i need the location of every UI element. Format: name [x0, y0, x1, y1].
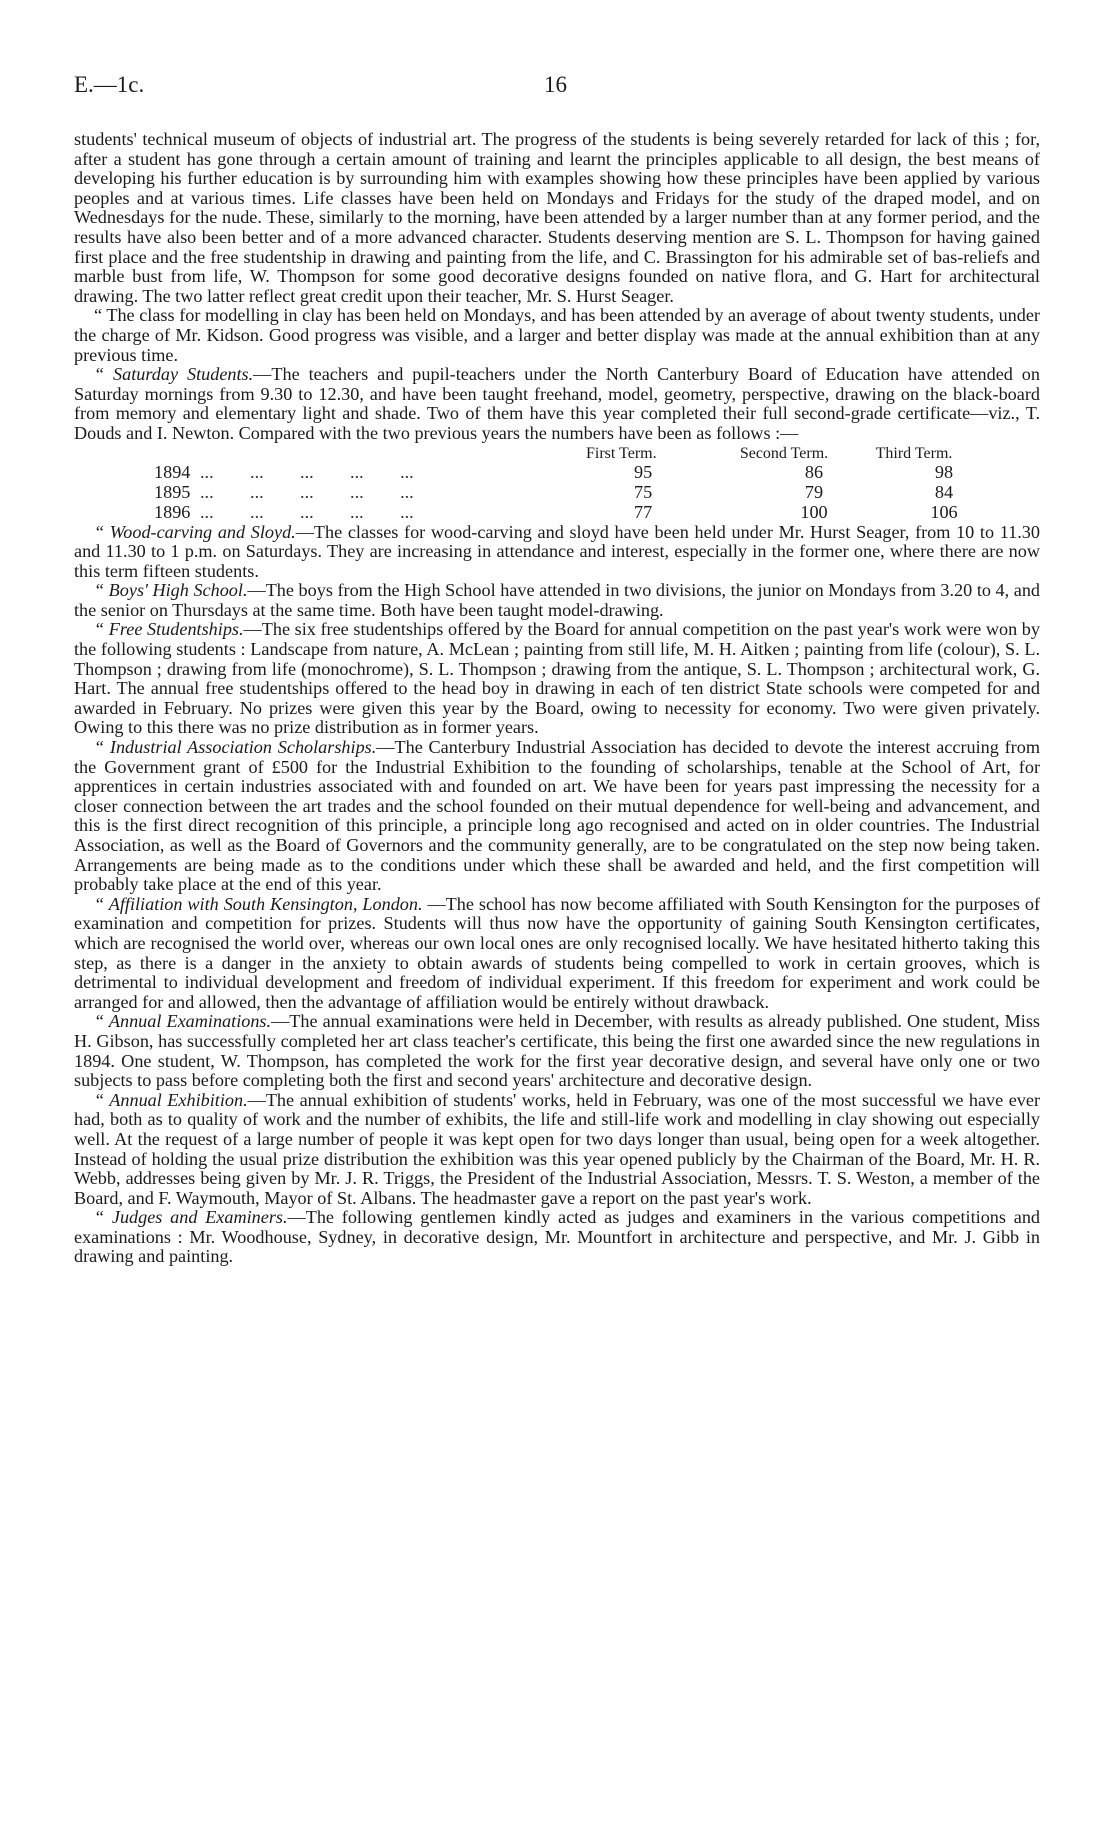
leader-dots: ... ... ... ... ...	[200, 461, 414, 482]
paragraph-boys-high-school	[74, 581, 1040, 620]
document-reference: E.—1c.	[74, 72, 145, 97]
paragraph-heading: “ Judges and Examiners.	[94, 1207, 288, 1228]
paragraph-text: —The following gentlemen kindly acted as judges and examiners in the various competitions and examinations : Mr. Woodhouse, Sydney, in decorative design, Mr. Mountfort in architecture and perspective, and Mr. J. Gibb in drawing and painting.	[74, 1207, 1041, 1267]
table-header-row	[74, 444, 1040, 463]
cell-third-term: 106	[930, 501, 958, 522]
paragraph-text: —The Canterbury Industrial Association has decided to devote the interest accruing from the Government grant of £500 for the Industrial Exhibition to the founding of scholarships, tenable at the School of Art, for apprentices in certain industries associated with and founded on art. We have been for years past impressing the necessity for a closer connection between the art trades and the school founded on their mutual dependence for well-being and advancement, and this is the first direct recognition of this principle, a principle long ago recognised and acted on in older countries. The Industrial Association, as well as the Board of Governors and the community generally, are to be congratulated on the step now being taken. Arrangements are being made as to the conditions under which these shall be awarded and held, and the first competition will probably take place at the end of this year.	[74, 737, 1040, 895]
cell-first-term: 95	[634, 461, 653, 482]
cell-first-term: 75	[634, 481, 653, 502]
row-year: 1894	[154, 461, 191, 482]
row-year: 1895	[154, 481, 191, 502]
document-page	[74, 72, 1041, 1267]
paragraph-text: —The teachers and pupil-teachers under the North Canterbury Board of Education have attended on Saturday mornings from 9.30 to 12.30, and have been taught freehand, model, geometry, perspective, drawing on the black-board from memory and elementary light and shade. Two of them have this year completed their full second-grade certificate—viz., T. Douds and I. Newton. Compared with the two previous years the numbers have been as follows :—	[74, 364, 1040, 443]
table-row	[74, 483, 1040, 503]
table-row	[74, 503, 1040, 523]
cell-third-term: 98	[934, 461, 954, 482]
paragraph-text: —The school has now become affiliated with South Kensington for the purposes of examination and competition for prizes. Students will thus now have the opportunity of gaining South Kensington certificates, which are recognised the world over, whereas our own local ones are only recognised locally. We have hesitated hitherto taking this step, as there is a danger in the anxiety to obtain awards of students being compelled to work in certain grooves, which is detrimental to individual development and freedom of individual experiment. If this freedom for experiment and work could be arranged for and allowed, then the advantage of affiliation would be entirely without drawback.	[74, 893, 1040, 1012]
paragraph-heading: “ Saturday Students.	[94, 364, 254, 385]
paragraph-annual-exhibition	[74, 1091, 1040, 1209]
paragraph-text: —The six free studentships offered by the Board for annual competition on the past year's work were won by the following students : Landscape from nature, A. McLean ; painting from still life, M. H. Aitken ; painting from life (colour), S. L. Thompson ; drawing from life (monochrome), S. L. Thompson ; drawing from the antique, S. L. Thompson ; architectural work, G. Hart. The annual free studentships offered to the head boy in drawing in each of ten district State schools were competed for and awarded in February. No prizes were given this year by the Board, owing to necessity for economy. Two were given privately. Owing to this there was no prize distribution as in former years.	[74, 619, 1040, 738]
paragraph-heading: “ Annual Exhibition.	[94, 1089, 248, 1110]
attendance-table	[74, 444, 1040, 523]
paragraph-industrial-scholarships	[74, 738, 1040, 895]
paragraph-affiliation	[74, 895, 1040, 1013]
paragraph-wood-carving	[74, 523, 1040, 582]
column-header: Second Term.	[739, 444, 829, 462]
paragraph-saturday-students	[74, 365, 1040, 443]
paragraph-text: students' technical museum of objects of industrial art. The progress of the students is being severely retarded for lack of this ; for, after a student has gone through a certain amount of training and learnt the principles applicable to all design, the best means of developing his further education is by surrounding him with examples showing how these principles have been applied by various peoples and at various times. Life classes have been held on Mondays and Fridays for the study of the draped model, and on Wednesdays for the nude. These, similarly to the morning, have been attended by a larger number than at any former period, and the results have also been better and of a more advanced character. Students deserving mention are S. L. Thompson for having gained first place and the free studentship in drawing and painting from the life, and C. Brassington for his admirable set of bas-reliefs and marble bust from life, W. Thompson for some good decorative designs founded on native flora, and G. Hart for architectural drawing. The two latter reflect great credit upon their teacher, Mr. S. Hurst Seager.	[74, 129, 1040, 306]
cell-second-term: 79	[804, 481, 824, 502]
leader-dots: ... ... ... ... ...	[200, 501, 414, 522]
cell-first-term: 77	[634, 501, 653, 522]
page-header	[74, 72, 1040, 112]
paragraph-heading: “ Annual Examinations.	[94, 1011, 272, 1032]
paragraph-heading: “ Affiliation with South Kensington, London.	[94, 893, 423, 914]
paragraph-text: —The boys from the High School have attended in two divisions, the junior on Mondays from 3.20 to 4, and the senior on Thursdays at the same time. Both have been taught model-drawing.	[74, 580, 1041, 620]
document-body	[74, 130, 1040, 1267]
paragraph-heading: “ Boys' High School.	[94, 580, 248, 601]
paragraph-judges	[74, 1208, 1040, 1267]
paragraph-text: —The classes for wood-carving and sloyd have been held under Mr. Hurst Seager, from 10 to 11.30 and 11.30 to 1 p.m. on Saturdays. They are increasing in attendance and interest, especially in the former one, where there are now this term fifteen students.	[74, 521, 1040, 581]
paragraph-museum	[74, 130, 1040, 306]
cell-second-term: 86	[804, 461, 824, 482]
paragraph-annual-examinations	[74, 1012, 1040, 1090]
paragraph-text: —The annual exhibition of students' works, held in February, was one of the most successful we have ever had, both as to quality of work and the number of exhibits, the life and still-life work and modelling in clay showing out especially well. At the request of a large number of people it was kept open for two days longer than usual, being open for a week altogether. Instead of holding the usual prize distribution the exhibition was this year opened publicly by the Chairman of the Board, Mr. H. R. Webb, addresses being given by Mr. J. R. Triggs, the President of the Industrial Association, Messrs. T. S. Weston, a member of the Board, and F. Waymouth, Mayor of St. Albans. The headmaster gave a report on the past year's work.	[74, 1089, 1041, 1208]
paragraph-text: “ The class for modelling in clay has been held on Mondays, and has been attended by an average of about twenty students, under the charge of Mr. Kidson. Good progress was visible, and a larger and better display was made at the annual exhibition than at any previous time.	[74, 305, 1040, 365]
paragraph-text: —The annual examinations were held in December, with results as already published. One student, Miss H. Gibson, has successfully completed her art class teacher's certificate, this being the first one awarded since the new regulations in 1894. One student, W. Thompson, has completed the work for the first year decorative design, and several have only one or two subjects to pass before completing both the first and second years' architecture and decorative design.	[74, 1011, 1040, 1091]
paragraph-heading: “ Industrial Association Scholarships.	[94, 737, 377, 758]
column-header: Third Term.	[875, 444, 953, 462]
paragraph-free-studentships	[74, 620, 1040, 738]
leader-dots: ... ... ... ... ...	[200, 481, 414, 502]
page-number: 16	[544, 72, 567, 97]
cell-second-term: 100	[800, 501, 828, 522]
paragraph-modelling	[74, 306, 1040, 365]
paragraph-heading: “ Wood-carving and Sloyd.	[94, 521, 296, 542]
table-row	[74, 463, 1040, 483]
row-year: 1896	[154, 501, 191, 522]
column-header: First Term.	[586, 444, 657, 462]
paragraph-heading: “ Free Studentships.	[94, 619, 244, 640]
cell-third-term: 84	[934, 481, 954, 502]
